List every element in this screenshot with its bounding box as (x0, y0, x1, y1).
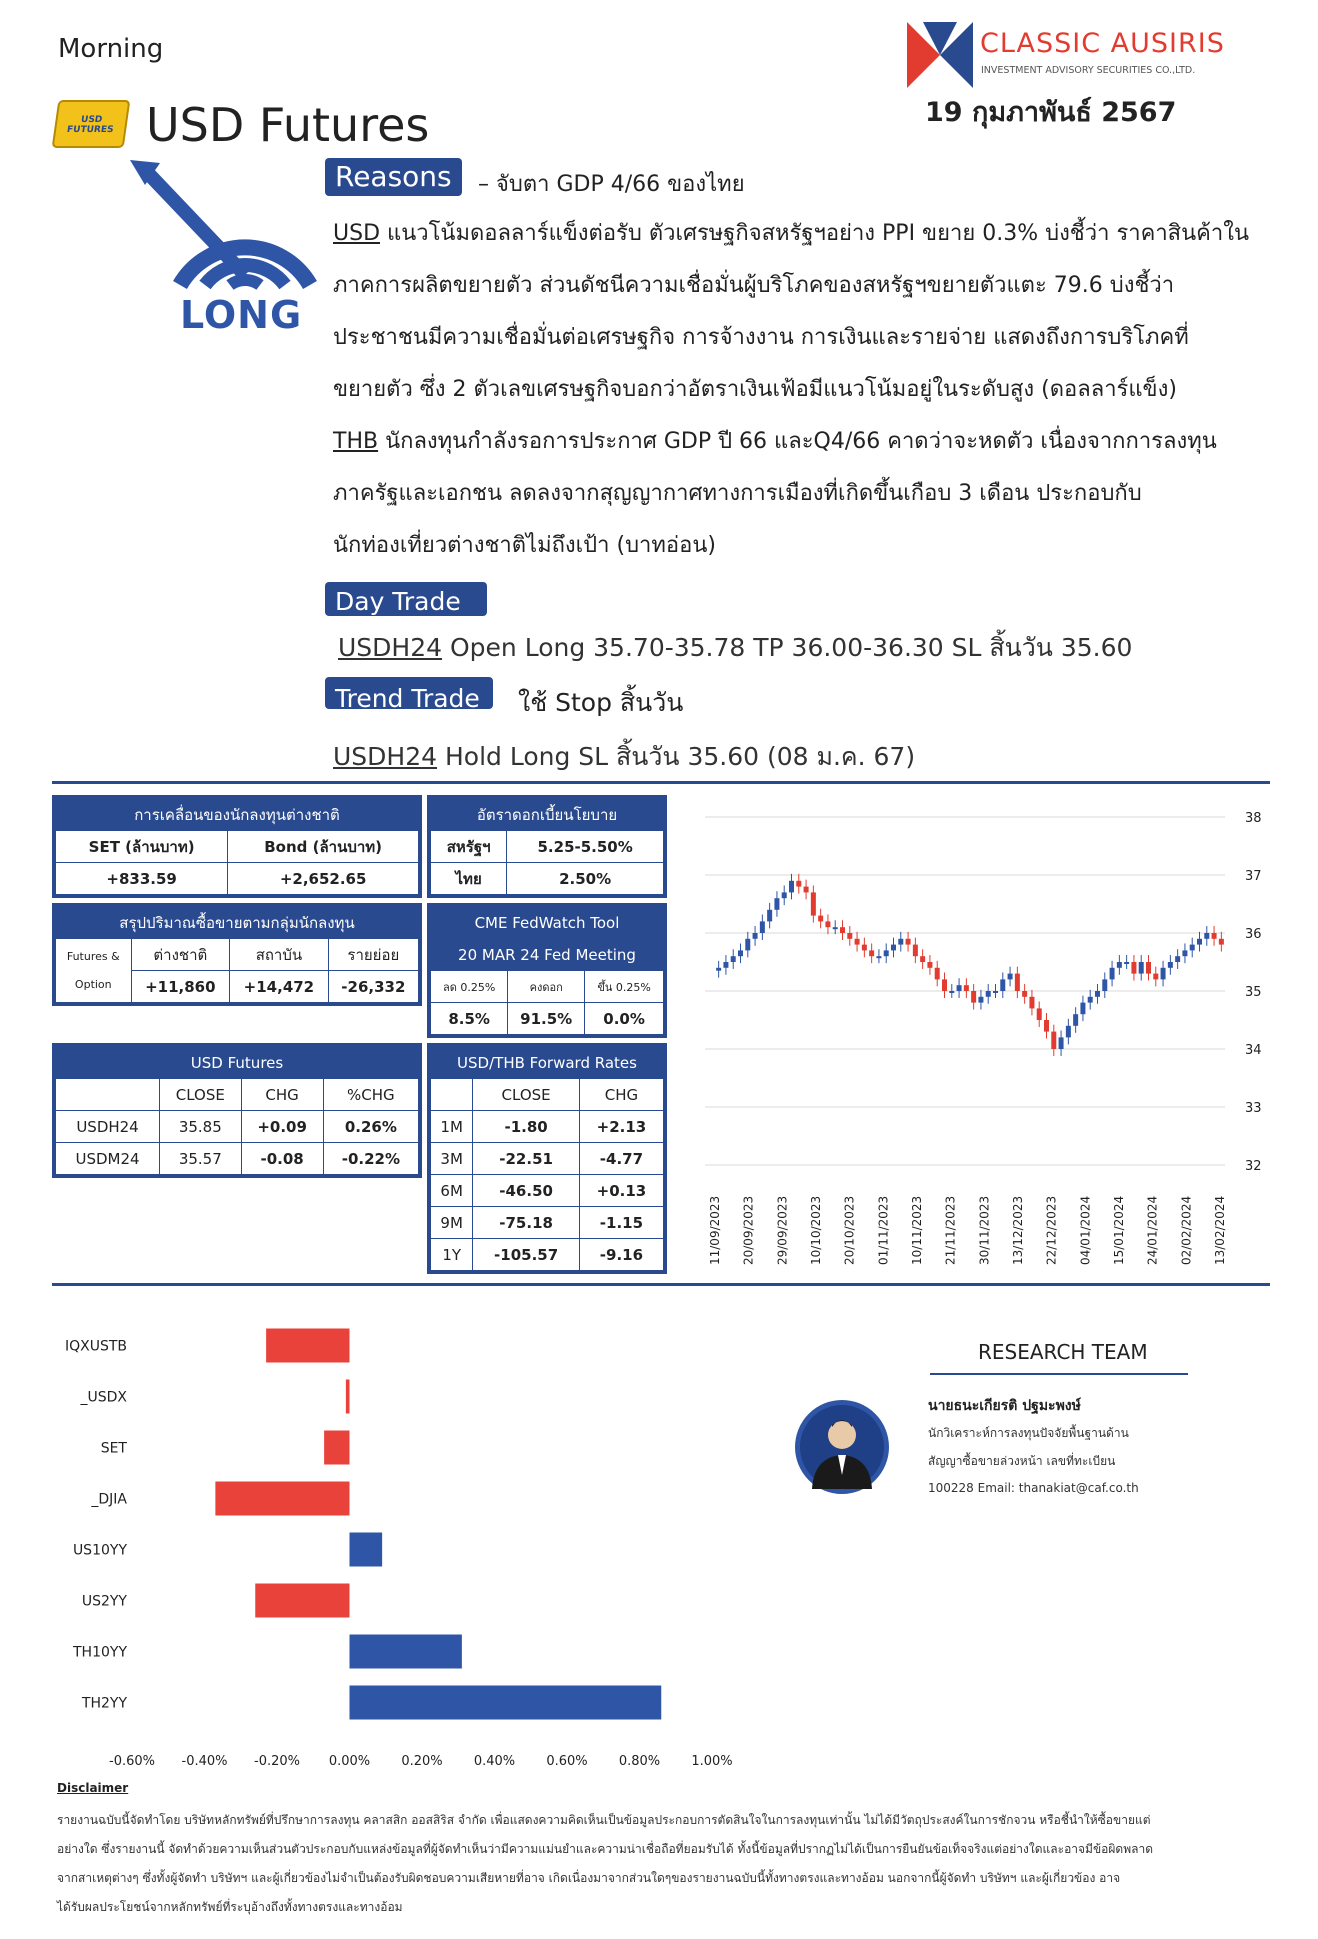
category-label: TH2YY (81, 1695, 127, 1712)
usd-futures-table (52, 1043, 422, 1178)
candle-body (1037, 1008, 1042, 1020)
rate-country: ไทย (431, 863, 507, 895)
category-label: US10YY (72, 1542, 127, 1559)
x-tick-label: 0.20% (401, 1754, 443, 1769)
candle-body (1204, 933, 1209, 939)
col-chg: CHG (579, 1079, 663, 1111)
candle-body (913, 945, 918, 957)
tenor: 1M (431, 1111, 473, 1143)
col-retail: รายย่อย (328, 939, 418, 971)
candle-body (1212, 933, 1217, 939)
trend-trade-tag: Trend Trade (325, 677, 493, 709)
category-label: _DJIA (91, 1491, 127, 1508)
thb-line (333, 416, 1273, 468)
candle-body (1059, 1037, 1064, 1049)
y-tick-label: 34 (1245, 1043, 1262, 1058)
forward-chg: -4.77 (579, 1143, 663, 1175)
day-trade-symbol: USDH24 (338, 633, 443, 662)
bar (215, 1482, 349, 1516)
candle-body (745, 939, 750, 951)
bar (324, 1431, 349, 1465)
tenor: 6M (431, 1175, 473, 1207)
col-foreign: ต่างชาติ (131, 939, 230, 971)
candle-body (767, 910, 772, 922)
brand-name: CLASSIC AUSIRIS (980, 28, 1225, 59)
person-icon (800, 1405, 884, 1489)
tenor: 1Y (431, 1239, 473, 1271)
disclaimer-line: จากสาเหตุต่างๆ ซึ่งทั้งผู้จัดทำ บริษัทฯ และผู้เกี่ยวข้องไม่จำเป็นต้องรับผิดชอบความเสียหายที่อาจ เกิดเนื่องมาจากส่วนใดๆของรายงานฉบับนี้ทั้งทางตรงและทางอ้อม นอกจากนี้ผู้จัดทำ บริษัทฯ และผู้เกี่ยวข้อง อาจ (57, 1871, 1121, 1885)
value-cut: 8.5% (431, 1003, 508, 1035)
fedwatch-table (427, 903, 667, 1038)
candle-body (971, 991, 976, 1003)
candle-body (949, 991, 954, 993)
col-blank (431, 1079, 473, 1111)
candle-body (1197, 939, 1202, 945)
trend-trade-headline: ใช้ Stop สิ้นวัน (518, 688, 684, 717)
page-title: USD Futures (146, 98, 430, 152)
x-tick-label: 04/01/2024 (1078, 1195, 1093, 1265)
logo-mark-icon (905, 20, 975, 90)
candle-body (891, 945, 896, 951)
forward-chg: +2.13 (579, 1111, 663, 1143)
candle-body (920, 956, 925, 962)
col-hike: ขึ้น 0.25% (585, 971, 664, 1003)
candle-body (1073, 1014, 1078, 1026)
x-tick-label: 13/12/2023 (1011, 1195, 1025, 1265)
divider (52, 781, 1270, 784)
col-set: SET (ล้านบาท) (56, 831, 228, 863)
col-close: CLOSE (473, 1079, 579, 1111)
category-label: IQXUSTB (64, 1338, 127, 1355)
usd-line: ขยายตัว ซึ่ง 2 ตัวเลขเศรษฐกิจบอกว่าอัตราเงินเฟ้อมีแนวโน้มอยู่ในระดับสูง (ดอลลาร์แข็ง) (333, 377, 1177, 402)
y-tick-label: 33 (1245, 1101, 1262, 1116)
thb-line: ภาครัฐและเอกชน ลดลงจากสุญญากาศทางการเมืองที่เกิดขึ้นเกือบ 3 เดือน ประกอบกับ (333, 481, 1142, 506)
rate-country: สหรัฐฯ (431, 831, 507, 863)
value-set: +833.59 (56, 863, 228, 895)
day-trade-text: Open Long 35.70-35.78 TP 36.00-36.30 SL สิ้นวัน 35.60 (449, 633, 1133, 662)
bar (350, 1686, 662, 1720)
contract-name: USDH24 (56, 1111, 160, 1143)
forward-title: USD/THB Forward Rates (431, 1047, 664, 1079)
bar (255, 1584, 349, 1618)
day-trade-tag: Day Trade (325, 582, 487, 616)
usd-futures-title: USD Futures (56, 1047, 419, 1079)
forward-close: -75.18 (473, 1207, 579, 1239)
candle-body (869, 950, 874, 956)
research-underline (930, 1373, 1188, 1375)
candle-body (774, 898, 779, 910)
reasons-tag: Reasons (325, 158, 462, 196)
category-label: TH10YY (73, 1644, 127, 1661)
x-tick-label: -0.60% (109, 1754, 155, 1769)
foreign-flow-table (52, 795, 422, 898)
col-cut: ลด 0.25% (431, 971, 508, 1003)
market-change-bar-chart (52, 1310, 772, 1769)
forward-close: -46.50 (473, 1175, 579, 1207)
candle-body (1022, 991, 1027, 997)
candle-body (1044, 1020, 1049, 1032)
candle-body (935, 968, 940, 980)
candle-body (1015, 974, 1020, 991)
policy-rate-table (427, 795, 667, 898)
x-tick-label: 0.60% (546, 1754, 588, 1769)
candle-body (723, 962, 728, 968)
x-tick-label: 01/11/2023 (876, 1195, 891, 1265)
usd-line (333, 208, 1273, 260)
value-institution: +14,472 (230, 971, 329, 1003)
usd-line: ภาคการผลิตขยายตัว ส่วนดัชนีความเชื่อมั่นผู้บริโภคของสหรัฐฯขยายตัวแตะ 79.6 บ่งชี้ว่า (333, 273, 1175, 298)
forward-rates-table (427, 1043, 667, 1274)
bar (350, 1635, 462, 1669)
forward-chg: -1.15 (579, 1207, 663, 1239)
candle-body (1102, 979, 1107, 991)
candle-body (840, 927, 845, 933)
trend-trade-symbol: USDH24 (333, 742, 438, 771)
bar (346, 1380, 350, 1414)
candle-body (1080, 1003, 1085, 1015)
candle-body (1182, 950, 1187, 956)
analyst-role: นักวิเคราะห์การลงทุนปัจจัยพื้นฐานด้าน (928, 1426, 1129, 1440)
candle-body (1029, 997, 1034, 1009)
pctchg-value: -0.22% (323, 1143, 418, 1175)
candle-body (942, 979, 947, 991)
usd-paragraph (333, 208, 1273, 572)
reasons-headline: – จับตา GDP 4/66 ของไทย (478, 172, 745, 197)
col-blank (56, 1079, 160, 1111)
candle-body (847, 933, 852, 939)
x-tick-label: 24/01/2024 (1145, 1195, 1160, 1265)
close-value: 35.85 (160, 1111, 241, 1143)
candle-body (964, 985, 969, 991)
x-tick-label: -0.20% (254, 1754, 300, 1769)
trend-trade-line (333, 737, 915, 777)
target-long-icon (125, 155, 315, 345)
candle-body (818, 916, 823, 922)
candle-body (1066, 1026, 1071, 1038)
candle-body (855, 939, 860, 945)
tenor: 9M (431, 1207, 473, 1239)
contract-name: USDM24 (56, 1143, 160, 1175)
x-tick-label: 10/10/2023 (809, 1195, 823, 1265)
candle-body (1139, 962, 1144, 974)
candle-body (957, 985, 962, 991)
futures-flow-table (52, 903, 422, 1006)
candle-body (738, 950, 743, 956)
y-tick-label: 32 (1245, 1159, 1262, 1174)
x-tick-label: 13/02/2024 (1213, 1195, 1227, 1265)
value-bond: +2,652.65 (228, 863, 419, 895)
bar (350, 1533, 383, 1567)
forward-close: -105.57 (473, 1239, 579, 1271)
usd-candlestick-chart (690, 795, 1270, 1285)
candle-body (906, 939, 911, 945)
disclaimer-title: Disclaimer (57, 1781, 129, 1795)
candle-body (1124, 962, 1129, 964)
candle-body (1168, 962, 1173, 968)
thb-line-text: นักลงทุนกำลังรอการประกาศ GDP ปี 66 และQ4/66 คาดว่าจะหดตัว เนื่องจากการลงทุน (385, 429, 1217, 454)
value-retail: -26,332 (328, 971, 418, 1003)
y-tick-label: 35 (1245, 985, 1262, 1000)
thb-line: นักท่องเที่ยวต่างชาติไม่ถึงเป้า (บาทอ่อน) (333, 533, 716, 558)
chg-value: -0.08 (241, 1143, 323, 1175)
candle-body (811, 892, 816, 915)
x-tick-label: 02/02/2024 (1179, 1195, 1194, 1265)
y-tick-label: 38 (1245, 811, 1262, 826)
candle-body (1161, 968, 1166, 980)
candle-body (1219, 939, 1224, 945)
x-tick-label: 0.40% (473, 1754, 516, 1769)
tenor: 3M (431, 1143, 473, 1175)
candle-body (1088, 997, 1093, 1003)
col-chg: CHG (241, 1079, 323, 1111)
candle-body (1146, 962, 1151, 974)
analyst-name: นายธนะเกียรติ ปฐมะพงษ์ (928, 1398, 1081, 1414)
candle-body (1008, 974, 1013, 980)
candle-body (825, 921, 830, 927)
candle-body (884, 950, 889, 956)
futures-flow-row-label (56, 939, 132, 1003)
policy-rate-title: อัตราดอกเบี้ยนโยบาย (431, 799, 664, 831)
x-tick-label: 29/09/2023 (775, 1195, 790, 1265)
x-tick-label: 0.80% (618, 1754, 661, 1769)
badge-text: USD FUTURES (66, 115, 115, 135)
value-foreign: +11,860 (131, 971, 230, 1003)
trend-trade-text: Hold Long SL สิ้นวัน 35.60 (08 ม.ค. 67) (444, 742, 916, 771)
usd-line-text: แนวโน้มดอลลาร์แข็งต่อรับ ตัวเศรษฐกิจสหรัฐฯอย่าง PPI ขยาย 0.3% บ่งชี้ว่า ราคาสินค้าใน (387, 221, 1250, 246)
candle-body (753, 933, 758, 939)
candle-body (898, 939, 903, 945)
x-tick-label: 11/09/2023 (708, 1195, 722, 1265)
candle-body (833, 927, 838, 929)
forward-close: -1.80 (473, 1111, 579, 1143)
brand-subtitle: INVESTMENT ADVISORY SECURITIES CO.,LTD. (981, 65, 1196, 76)
candle-body (1131, 962, 1136, 974)
usd-futures-badge-icon (52, 100, 131, 148)
x-tick-label: 20/09/2023 (741, 1195, 756, 1265)
candle-body (1000, 979, 1005, 991)
col-close: CLOSE (160, 1079, 241, 1111)
x-tick-label: 30/11/2023 (977, 1195, 992, 1265)
category-label: _USDX (80, 1389, 127, 1406)
category-label: SET (100, 1440, 127, 1457)
divider (52, 1283, 1270, 1286)
candle-body (1051, 1032, 1056, 1049)
fedwatch-subtitle: 20 MAR 24 Fed Meeting (431, 939, 664, 971)
value-hold: 91.5% (508, 1003, 585, 1035)
y-tick-label: 36 (1245, 927, 1262, 942)
y-tick-label: 37 (1245, 869, 1262, 884)
x-tick-label: 10/11/2023 (910, 1195, 924, 1265)
disclaimer-line: อย่างใด ซึ่งรายงานนี้ จัดทำด้วยความเห็นส่วนตัวประกอบกับแหล่งข้อมูลที่ผู้จัดทำเห็นว่ามีความแม่นยำและความน่าเชื่อถือที่ยอมรับได้ ทั้งนี้ข้อมูลที่ปรากฏไม่ได้เป็นการยืนยันข้อเท็จจริงแต่อย่างใดและอาจมีข้อผิดพลาด (57, 1842, 1153, 1856)
candle-body (789, 881, 794, 893)
candle-body (993, 991, 998, 993)
futures-flow-title: สรุปปริมาณซื้อขายตามกลุ่มนักลงทุน (56, 907, 419, 939)
x-tick-label: 0.00% (328, 1754, 371, 1769)
x-tick-label: 21/11/2023 (943, 1195, 958, 1265)
candle-body (927, 962, 932, 968)
candle-body (876, 956, 881, 958)
candle-body (731, 956, 736, 962)
day-trade-line (338, 628, 1132, 668)
disclaimer-line: รายงานฉบับนี้จัดทำโดย บริษัทหลักทรัพย์ที่ปรึกษาการลงทุน คลาสสิก ออสสิริส จำกัด เพื่อแสดงความคิดเห็นเป็นข้อมูลประกอบการตัดสินใจในการลงทุนเท่านั้น ไม่ได้มีวัตถุประสงค์ในการชักจวน หรือชี้นำให้ซื้อขายแต่ (57, 1813, 1151, 1827)
rate-value: 5.25-5.50% (507, 831, 664, 863)
candle-body (1175, 956, 1180, 962)
disclaimer-text (57, 1806, 1267, 1922)
usd-tag: USD (333, 221, 381, 246)
x-tick-label: -0.40% (181, 1754, 228, 1769)
close-value: 35.57 (160, 1143, 241, 1175)
pctchg-value: 0.26% (323, 1111, 418, 1143)
thb-tag: THB (333, 429, 379, 454)
analyst-avatar (795, 1400, 889, 1494)
candle-body (1190, 945, 1195, 951)
col-pctchg: %CHG (323, 1079, 418, 1111)
morning-label: Morning (58, 34, 164, 64)
company-logo (905, 20, 1235, 90)
row-label-line: Futures & (66, 949, 120, 963)
candle-body (796, 881, 801, 887)
category-label: US2YY (81, 1593, 127, 1610)
candle-body (1153, 974, 1158, 980)
candle-body (986, 991, 991, 997)
forward-close: -22.51 (473, 1143, 579, 1175)
report-date: 19 กุมภาพันธ์ 2567 (925, 97, 1177, 128)
candle-body (978, 997, 983, 1003)
research-title: RESEARCH TEAM (978, 1340, 1148, 1364)
col-bond: Bond (ล้านบาท) (228, 831, 419, 863)
col-hold: คงดอก (508, 971, 585, 1003)
x-tick-label: 22/12/2023 (1044, 1195, 1059, 1265)
candle-body (1095, 991, 1100, 997)
fedwatch-title: CME FedWatch Tool (431, 907, 664, 939)
x-tick-label: 1.00% (691, 1754, 733, 1769)
row-label-line: Option (74, 977, 112, 991)
candle-body (804, 887, 809, 893)
analyst-role: สัญญาซื้อขายล่วงหน้า เลขที่ทะเบียน (928, 1454, 1116, 1468)
rate-value: 2.50% (507, 863, 664, 895)
disclaimer-line: ได้รับผลประโยชน์จากหลักทรัพย์ที่ระบุอ้างถึงทั้งทางตรงและทางอ้อม (57, 1900, 403, 1914)
candle-body (862, 945, 867, 951)
usd-line: ประชาชนมีความเชื่อมั่นต่อเศรษฐกิจ การจ้างงาน การเงินและรายจ่าย แสดงถึงการบริโภคที่ (333, 325, 1189, 350)
foreign-flow-title: การเคลื่อนของนักลงทุนต่างชาติ (56, 799, 419, 831)
analyst-contact: 100228 Email: thanakiat@caf.co.th (928, 1481, 1139, 1495)
candle-body (1110, 968, 1115, 980)
bar (266, 1329, 349, 1363)
candle-body (782, 892, 787, 898)
candle-body (716, 968, 721, 971)
forward-chg: +0.13 (579, 1175, 663, 1207)
candle-body (760, 921, 765, 933)
x-tick-label: 20/10/2023 (842, 1195, 857, 1265)
position-label: LONG (180, 293, 303, 337)
x-tick-label: 15/01/2024 (1112, 1195, 1126, 1265)
chg-value: +0.09 (241, 1111, 323, 1143)
col-institution: สถาบัน (230, 939, 329, 971)
value-hike: 0.0% (585, 1003, 664, 1035)
forward-chg: -9.16 (579, 1239, 663, 1271)
candle-body (1117, 962, 1122, 968)
